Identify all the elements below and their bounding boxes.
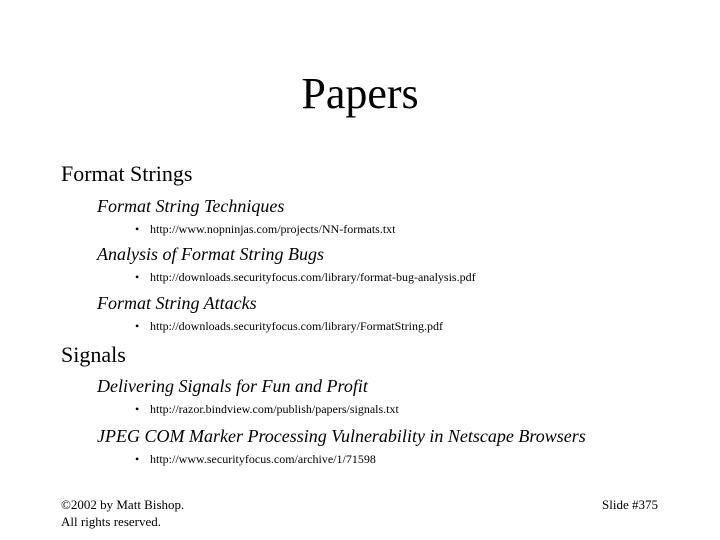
paper-link — [135, 269, 476, 285]
bullet-icon: • — [135, 319, 140, 333]
rights-line: All rights reserved. — [61, 514, 162, 529]
paper-url[interactable]: http://www.securityfocus.com/archive/1/71598 — [150, 452, 376, 466]
bullet-icon: • — [135, 452, 140, 466]
slide-title: Papers — [301, 69, 419, 118]
paper-url[interactable]: http://www.nopninjas.com/projects/NN-formats.txt — [150, 222, 396, 236]
section-heading-signals: Signals — [61, 342, 126, 367]
paper-url[interactable]: http://razor.bindview.com/publish/papers/signals.txt — [150, 402, 399, 416]
paper-url[interactable]: http://downloads.securityfocus.com/library/FormatString.pdf — [150, 319, 443, 333]
copyright-line: ©2002 by Matt Bishop. — [61, 497, 185, 512]
paper-link — [135, 318, 443, 334]
bullet-icon: • — [135, 222, 140, 236]
slide-number: Slide #375 — [602, 497, 658, 512]
paper-title: Delivering Signals for Fun and Profit — [97, 376, 368, 396]
paper-title: Format String Attacks — [97, 293, 257, 313]
footer-copyright — [61, 496, 184, 530]
paper-title: Analysis of Format String Bugs — [97, 244, 325, 264]
bullet-icon: • — [135, 402, 140, 416]
paper-link — [135, 221, 396, 237]
paper-link — [135, 451, 376, 467]
paper-title: JPEG COM Marker Processing Vulnerability in Netscape Browsers — [97, 426, 586, 446]
section-heading-format-strings: Format Strings — [61, 161, 193, 186]
paper-link — [135, 401, 399, 417]
paper-title: Format String Techniques — [97, 196, 285, 216]
bullet-icon: • — [135, 270, 140, 284]
paper-url[interactable]: http://downloads.securityfocus.com/library/format-bug-analysis.pdf — [150, 270, 476, 284]
